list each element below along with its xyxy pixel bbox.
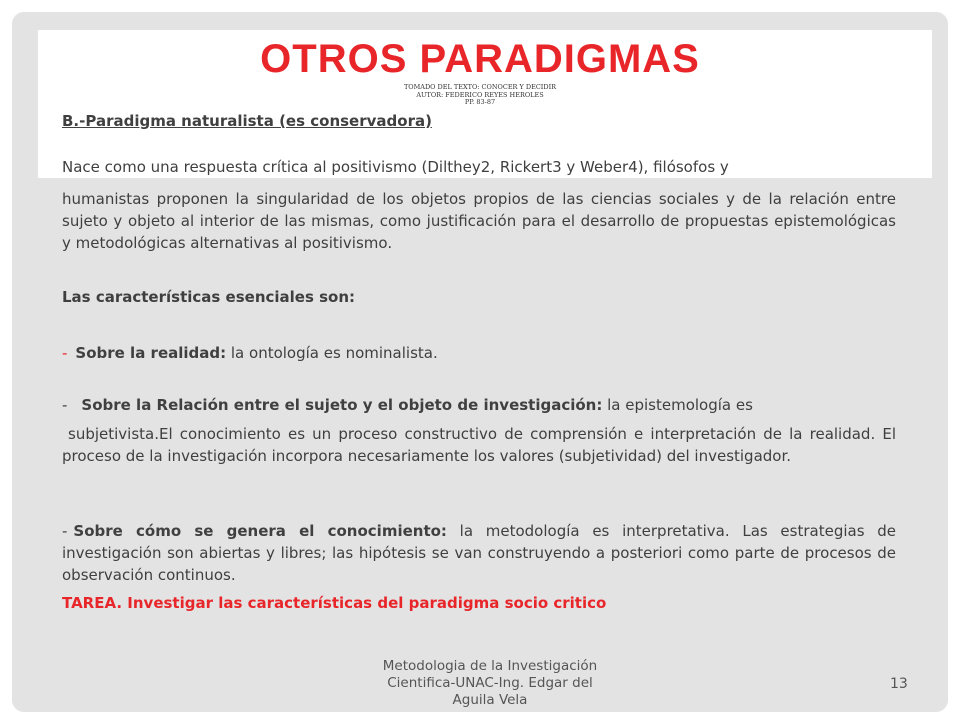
- page-number: 13: [890, 676, 908, 692]
- footer-line: Aguila Vela: [452, 692, 528, 708]
- source-line: PP. 83-87: [464, 98, 496, 106]
- source-citation: [0, 84, 960, 107]
- item-text: la epistemología es: [602, 396, 753, 414]
- characteristic-item: [62, 520, 896, 586]
- footer-line: Cientifica-UNAC-Ing. Edgar del: [387, 675, 593, 691]
- list-dash: -: [62, 396, 68, 414]
- footer-line: Metodologia de la Investigación: [382, 658, 598, 674]
- list-dash: -: [62, 344, 68, 362]
- intro-paragraph-first-line: Nace como una respuesta crítica al positivismo (Dilthey2, Rickert3 y Weber4), filósofos y: [62, 158, 729, 176]
- task-statement: TAREA. Investigar las características del paradigma socio critico: [62, 594, 607, 612]
- characteristic-item: [62, 342, 896, 364]
- item-text: la metodología es interpretativa. Las estrategias de investigación son abiertas y libres; las hipótesis se van construyendo a posteriori como parte de procesos de observación continuos.: [62, 522, 897, 584]
- item-label: Sobre cómo se genera el conocimiento:: [73, 522, 447, 540]
- footer-text: [350, 658, 630, 709]
- source-line: TOMADO DEL TEXTO: CONOCER Y DECIDIR: [403, 83, 557, 91]
- intro-paragraph: humanistas proponen la singularidad de los objetos propios de las ciencias sociales y de la relación entre sujeto y objeto al interior de las mismas, como justificación para el desarrollo de propuestas epistemológicas y metodológicas alternativas al positivismo.: [62, 190, 896, 252]
- source-line: AUTOR: FEDERICO REYES HEROLES: [416, 90, 544, 99]
- list-dash: -: [62, 522, 68, 540]
- characteristic-item: [62, 394, 896, 416]
- item-label: Sobre la realidad:: [75, 344, 227, 362]
- section-subtitle: B.-Paradigma naturalista (es conservadora): [62, 112, 432, 130]
- slide-title: OTROS PARADIGMAS: [260, 37, 700, 81]
- item-continuation: subjetivista.El conocimiento es un proceso constructivo de comprensión e interpretación de la realidad. El proceso de la investigación incorpora necesariamente los valores (subjetividad) del investigador.: [62, 425, 896, 465]
- item-label: Sobre la Relación entre el sujeto y el objeto de investigación:: [81, 396, 603, 414]
- item-text: la ontología es nominalista.: [226, 344, 438, 362]
- characteristics-heading: Las características esenciales son:: [62, 288, 356, 306]
